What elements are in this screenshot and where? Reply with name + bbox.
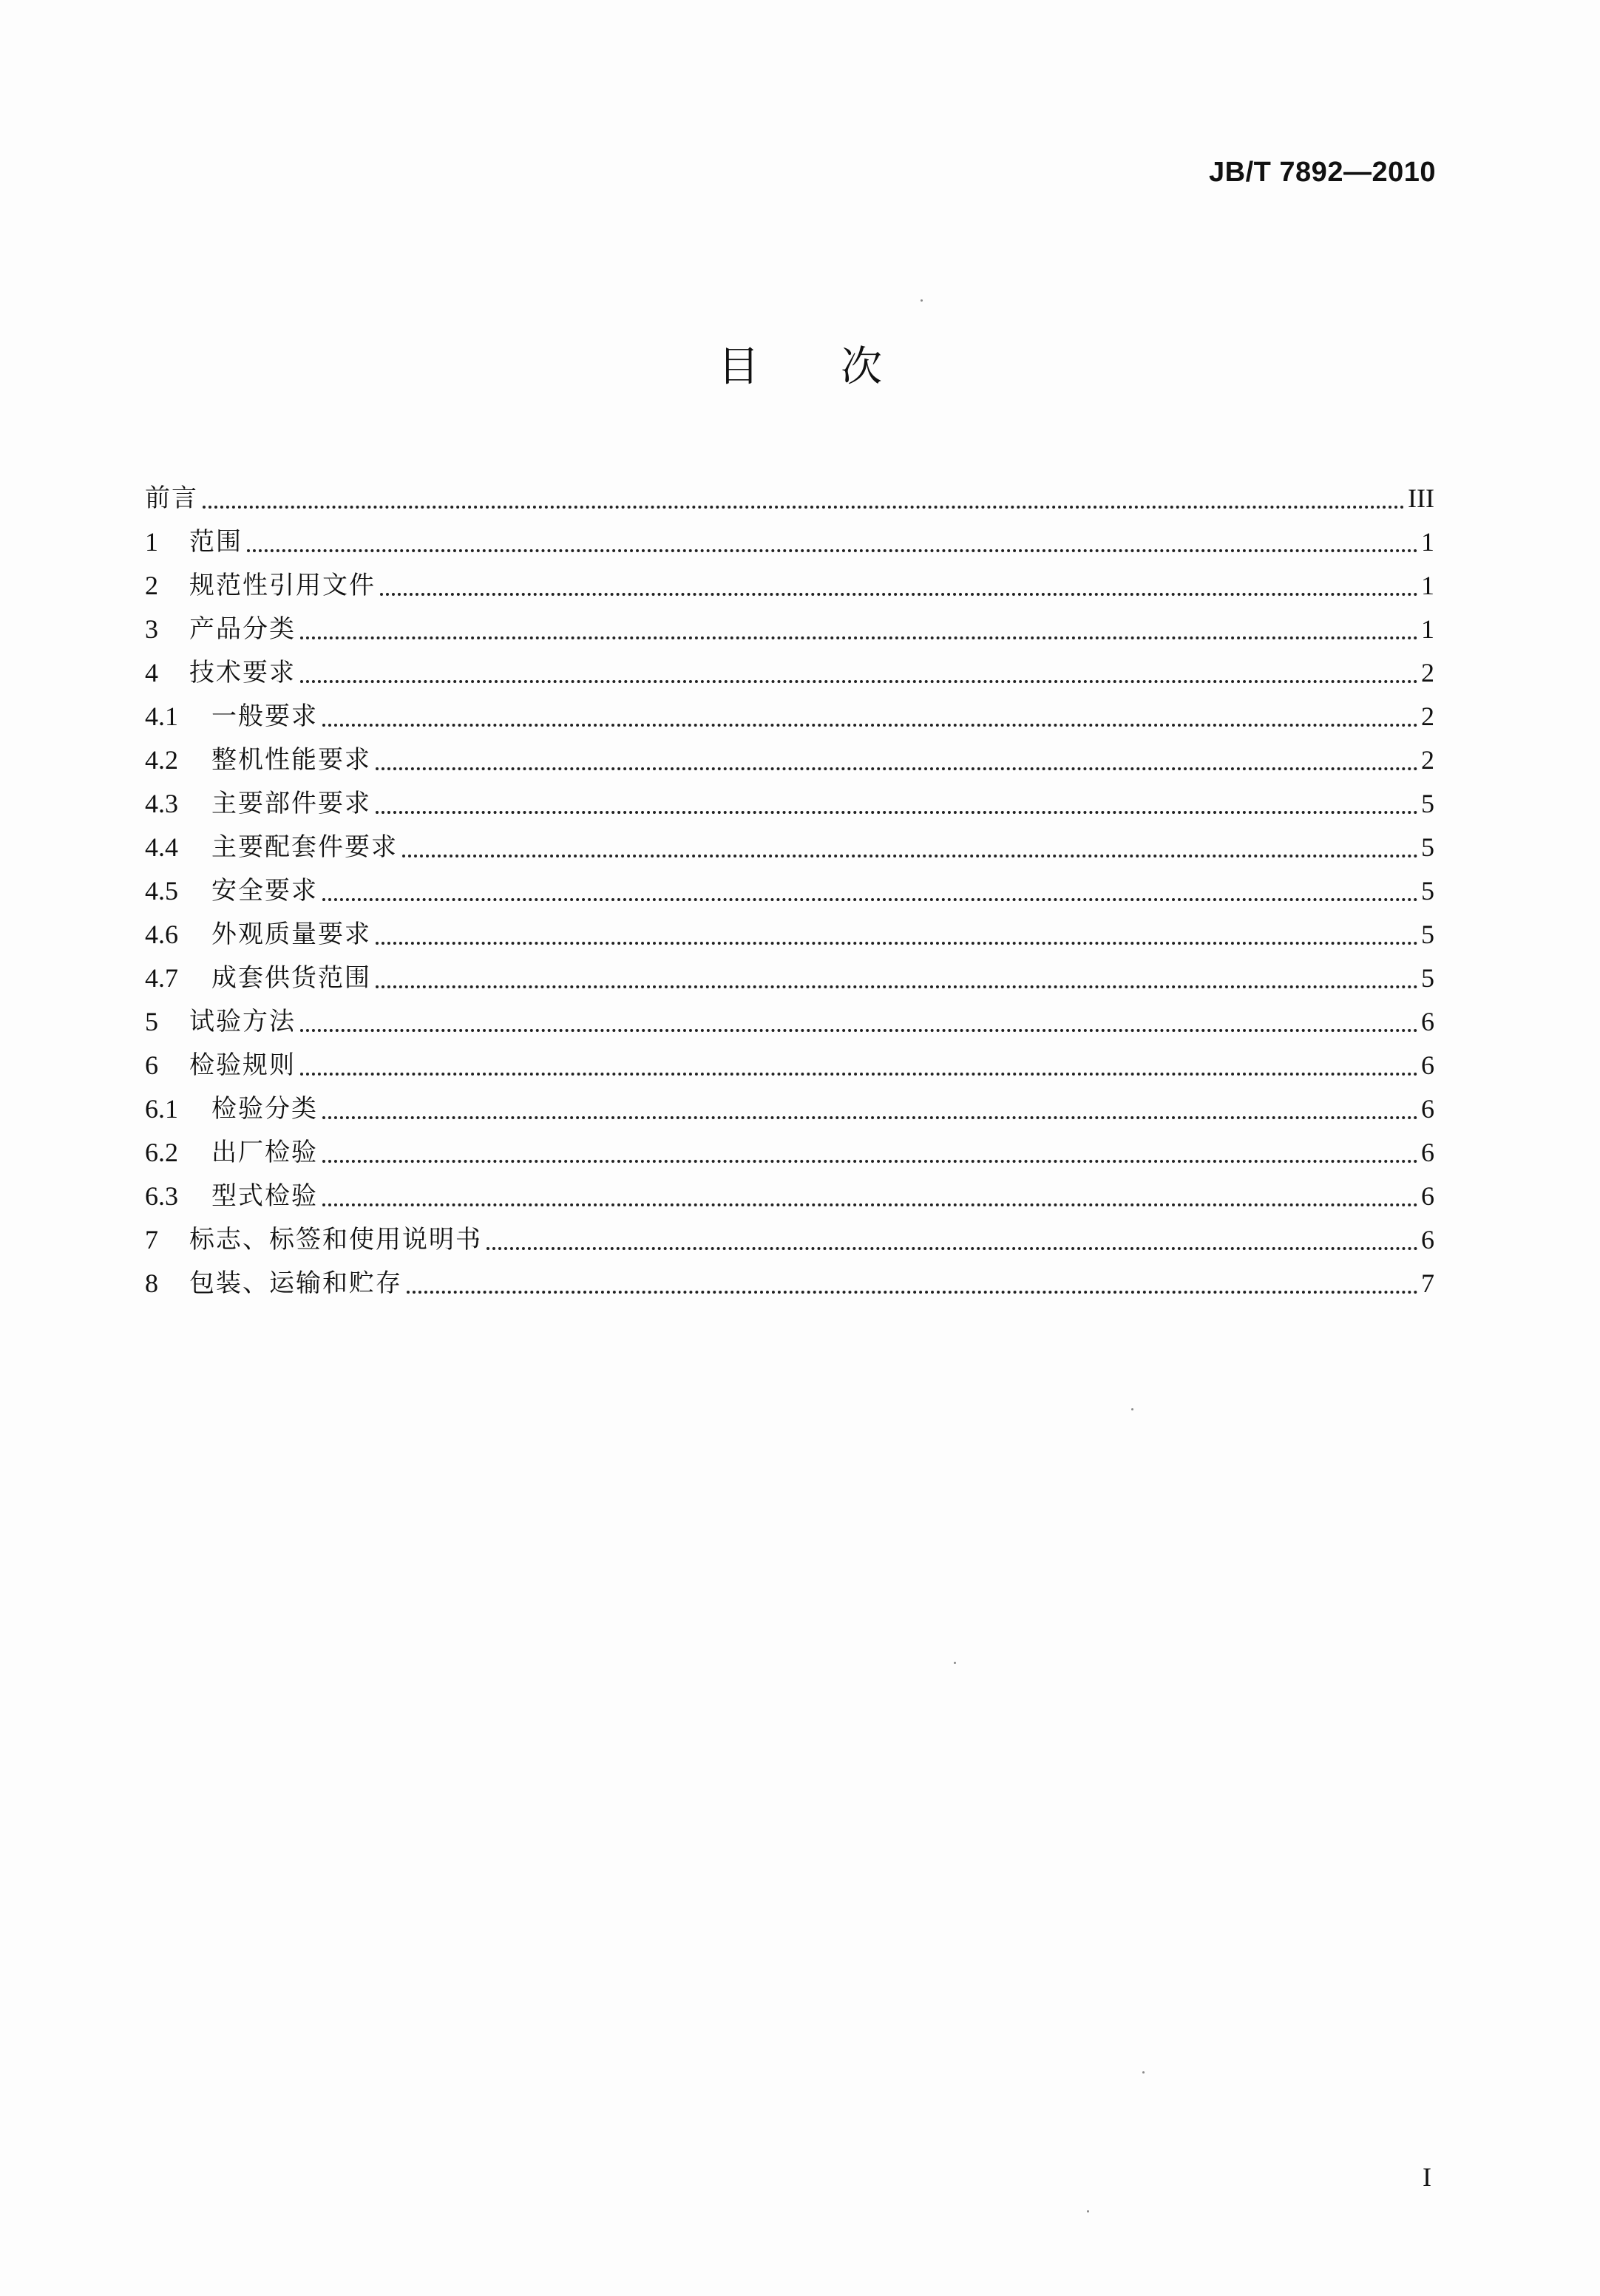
toc-entry-page: III [1408, 483, 1434, 513]
toc-entry-number: 4.5 [145, 876, 178, 906]
toc-entry-page: 6 [1421, 1007, 1434, 1036]
scan-speck [954, 1662, 956, 1664]
toc-entry-page: 1 [1421, 571, 1434, 600]
toc-entry-page: 5 [1421, 789, 1434, 818]
toc-entry-label: 整机性能要求 [211, 745, 371, 775]
toc-entry-label: 技术要求 [189, 658, 296, 687]
toc-entry-page: 7 [1421, 1268, 1434, 1298]
toc-dot-leader [247, 549, 1418, 552]
toc-dot-leader [322, 898, 1418, 901]
scan-speck [1142, 2071, 1145, 2073]
toc-entry-number: 7 [145, 1225, 158, 1254]
scan-speck [921, 299, 923, 302]
toc-entry[interactable] [145, 863, 1434, 907]
toc-entry-number: 6.1 [145, 1094, 178, 1124]
toc-dot-leader [376, 942, 1418, 945]
toc-dot-leader [376, 767, 1418, 770]
toc-dot-leader [203, 506, 1405, 509]
toc-entry-page: 6 [1421, 1181, 1434, 1211]
toc-entry-label: 检验规则 [189, 1050, 296, 1080]
toc-entry-number: 4.4 [145, 832, 178, 862]
toc-entry-label: 前言 [145, 483, 198, 513]
scan-speck [1131, 1408, 1133, 1410]
toc-entry[interactable] [145, 820, 1434, 863]
page-number: I [1423, 2162, 1431, 2192]
toc-entry-label: 型式检验 [211, 1181, 318, 1211]
toc-entry[interactable] [145, 1081, 1434, 1125]
toc-entry[interactable] [145, 514, 1434, 558]
toc-entry-page: 6 [1421, 1138, 1434, 1167]
toc-entry-page: 6 [1421, 1050, 1434, 1080]
toc-entry-label: 标志、标签和使用说明书 [189, 1225, 482, 1254]
toc-entry-label: 产品分类 [189, 614, 296, 644]
toc-entry-page: 2 [1421, 702, 1434, 731]
toc-entry-number: 8 [145, 1268, 158, 1298]
page-title: 目次 [718, 343, 963, 391]
toc-entry-label: 主要配套件要求 [211, 832, 398, 862]
toc-entry-label: 规范性引用文件 [189, 571, 376, 600]
toc-entry-label: 成套供货范围 [211, 963, 371, 993]
toc-entry[interactable] [145, 1256, 1434, 1300]
toc-entry-page: 6 [1421, 1225, 1434, 1254]
toc-entry[interactable] [145, 1169, 1434, 1212]
toc-dot-leader [300, 1073, 1418, 1076]
toc-entry-number: 5 [145, 1007, 158, 1036]
scan-speck [1087, 2210, 1089, 2212]
toc-entry-label: 范围 [189, 527, 243, 557]
toc-entry[interactable] [145, 1212, 1434, 1256]
toc-entry-page: 2 [1421, 745, 1434, 775]
toc-dot-leader [380, 593, 1418, 596]
toc-entry[interactable] [145, 1038, 1434, 1081]
toc-entry-number: 4.3 [145, 789, 178, 818]
toc-entry-page: 5 [1421, 920, 1434, 949]
toc-dot-leader [300, 680, 1418, 683]
toc-entry-label: 试验方法 [189, 1007, 296, 1036]
toc-entry[interactable] [145, 1125, 1434, 1169]
toc-entry-label: 出厂检验 [211, 1138, 318, 1167]
standard-code: JB/T 7892—2010 [1209, 157, 1436, 188]
toc-entry[interactable] [145, 602, 1434, 645]
toc-entry-label: 包装、运输和贮存 [189, 1268, 402, 1298]
toc-dot-leader [487, 1247, 1418, 1250]
toc-entry-page: 1 [1421, 527, 1434, 557]
toc-entry[interactable] [145, 994, 1434, 1038]
toc-entry-number: 6 [145, 1050, 158, 1080]
toc-entry-label: 安全要求 [211, 876, 318, 906]
toc-entry[interactable] [145, 471, 1434, 514]
toc-entry-number: 4.7 [145, 963, 178, 993]
toc-dot-leader [300, 636, 1418, 639]
toc-entry-number: 4 [145, 658, 158, 687]
toc-entry-page: 6 [1421, 1094, 1434, 1124]
toc-entry-label: 一般要求 [211, 702, 318, 731]
toc-entry[interactable] [145, 733, 1434, 776]
toc-entry-number: 2 [145, 571, 158, 600]
toc-entry[interactable] [145, 689, 1434, 733]
toc-dot-leader [376, 811, 1418, 814]
toc-entry-label: 检验分类 [211, 1094, 318, 1124]
toc-entry[interactable] [145, 951, 1434, 994]
toc-entry-page: 1 [1421, 614, 1434, 644]
table-of-contents [145, 471, 1434, 1300]
toc-entry-number: 4.2 [145, 745, 178, 775]
toc-dot-leader [322, 1116, 1418, 1119]
toc-entry[interactable] [145, 776, 1434, 820]
toc-entry-page: 2 [1421, 658, 1434, 687]
toc-dot-leader [376, 985, 1418, 988]
toc-entry-page: 5 [1421, 832, 1434, 862]
toc-dot-leader [322, 1160, 1418, 1163]
toc-dot-leader [322, 724, 1418, 727]
toc-entry-number: 1 [145, 527, 158, 557]
toc-entry-number: 3 [145, 614, 158, 644]
toc-entry[interactable] [145, 907, 1434, 951]
toc-entry[interactable] [145, 558, 1434, 602]
toc-entry-page: 5 [1421, 876, 1434, 906]
toc-entry-number: 4.6 [145, 920, 178, 949]
toc-entry-number: 4.1 [145, 702, 178, 731]
toc-entry-label: 外观质量要求 [211, 920, 371, 949]
toc-dot-leader [402, 855, 1418, 857]
toc-dot-leader [407, 1291, 1418, 1294]
toc-entry-number: 6.3 [145, 1181, 178, 1211]
toc-entry-number: 6.2 [145, 1138, 178, 1167]
toc-entry-page: 5 [1421, 963, 1434, 993]
toc-dot-leader [300, 1029, 1418, 1032]
toc-entry[interactable] [145, 645, 1434, 689]
toc-entry-label: 主要部件要求 [211, 789, 371, 818]
toc-dot-leader [322, 1203, 1418, 1206]
